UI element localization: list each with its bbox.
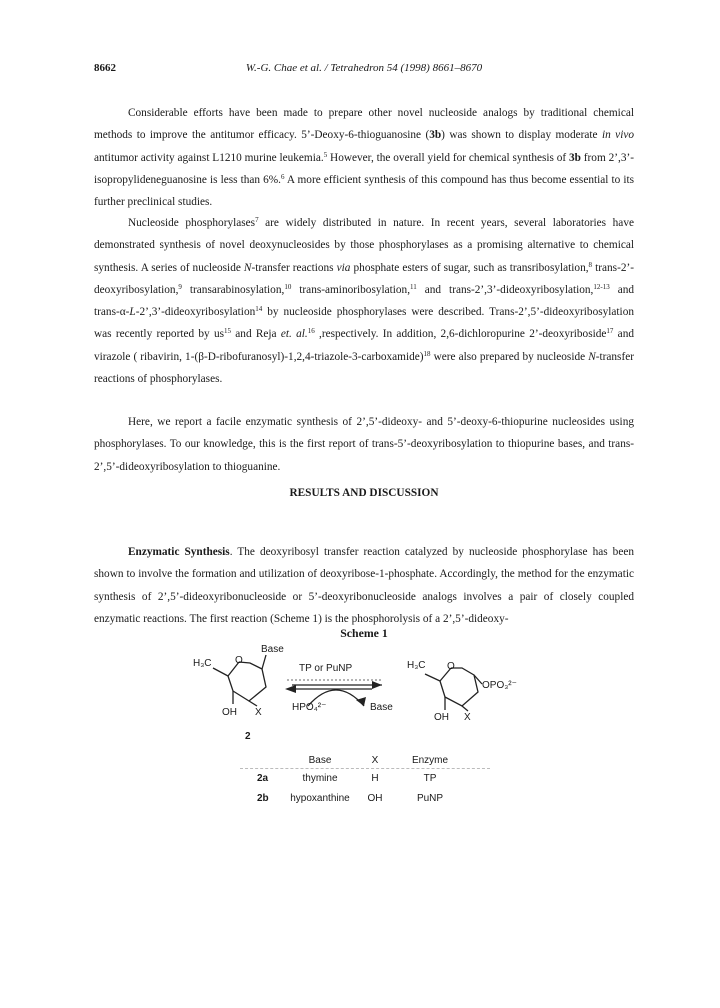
row-enzyme: TP — [423, 773, 437, 784]
paragraph-2: Nucleoside phosphorylases$^7$ are widely distributed in nature. In recent years, several laboratories have demonstrated synthesis of novel deoxynucleosides by those phosphorylases as a promising alternative to chemical synthesis. A series of nucleoside N-transfer reactions via phosphate esters of sugar, such as transribosylation,$^8$ trans-2’-deoxyribosylation,$^9$ transarabinosylation,$^{10}$ trans-aminoribosylation,$^{11}$ and trans-2’,3’-dideoxyribosylation,$^{12-13}$ and trans-α-L-2’,3’-dideoxyribosylation$^{14}$ by nucleoside phosphorylases were described. Trans-2’,5’-dideoxyribosylation was recently reported by $us^{15}$ and Reja et. al.$^{16}$ ,respectively. In addition, 2,6-dichloropurine 2’-deoxyriboside$^{17}$ and virazole ( ribavirin, 1-(β-D-ribofuranosyl)-1,2,4-triazole-3-carboxamide)$^{18}$ were also prepared by nucleoside N-transfer reactions of phosphorylases. — [94, 216, 635, 386]
table-header-base: Base — [308, 755, 332, 766]
table-header-enzyme: Enzyme — [411, 755, 449, 766]
right-sugar-ring — [425, 668, 482, 711]
row-base: hypoxanthine — [290, 793, 350, 804]
row-base: thymine — [302, 773, 338, 784]
left-methyl-label: H₃C — [193, 658, 212, 669]
section-heading: RESULTS AND DISCUSSION — [289, 487, 439, 499]
row-id: 2b — [257, 793, 269, 804]
table-header-x: X — [371, 755, 379, 766]
row-id: 2a — [257, 773, 269, 784]
right-methyl-label: H₃C — [407, 660, 426, 671]
running-head: W.-G. Chae et al. / Tetrahedron 54 (1998) 8661–8670 — [245, 62, 483, 74]
enzyme-label: TP or PuNP — [299, 663, 353, 674]
row-x: H — [371, 773, 379, 784]
paragraph-3: Here, we report a facile enzymatic synthesis of 2’,5’-dideoxy- and 5’-deoxy-6-thiopurine nucleosides using phosphorylases. To our knowledge, this is the first report of trans-5’-deoxyribosylation to thiopurine bases, and trans-2’,5’-dideoxyribosylation to thioguanine. — [94, 416, 634, 473]
compound-number: 2 — [245, 731, 251, 742]
right-ring-oxygen-label: O — [447, 661, 455, 672]
paragraph-1: Considerable efforts have been made to prepare other novel nucleoside analogs by traditional chemical methods to improve the antitumor efficacy. 5’-Deoxy-6-thioguanosine (3b) was shown to display moderate in vivo antitumor activity against L1210 murine leukemia.$^5$ However, the overall yield for chemical synthesis of 3b from 2’,3’-isopropylideneguanosine is less than 6%.$^6$ A more efficient synthesis of this compound has thus become essential to its further preclinical studies. — [94, 107, 634, 209]
paragraph-4: Enzymatic Synthesis. The deoxyribosyl transfer reaction catalyzed by nucleoside phosphorylase has been shown to involve the formation and utilization of deoxyribose-1-phosphate. Accordingly, the method for the enzymatic synthesis of 2’,5’-dideoxyribonucleoside or 5’-deoxyribonucleoside analogs involves a pair of closely coupled enzymatic reactions. The first reaction (Scheme 1) is the phosphorolysis of a 2’,5’-dideoxy- — [94, 546, 635, 625]
left-ring-oxygen-label: O — [235, 655, 243, 666]
row-x: OH — [367, 793, 383, 804]
left-oh-label: OH — [222, 707, 237, 718]
right-phosphate-label: OPO₃²⁻ — [482, 680, 517, 691]
phosphate-reagent-label: HPO₄²⁻ — [292, 702, 327, 713]
right-x-label: X — [464, 712, 471, 723]
table-divider — [240, 768, 490, 769]
scheme-title: Scheme 1 — [340, 626, 388, 640]
page-number: 8662 — [94, 62, 116, 74]
base-product-label: Base — [370, 702, 393, 713]
left-x-label: X — [255, 707, 262, 718]
left-base-label: Base — [261, 644, 284, 655]
row-enzyme: PuNP — [416, 793, 444, 804]
right-oh-label: OH — [434, 712, 449, 723]
